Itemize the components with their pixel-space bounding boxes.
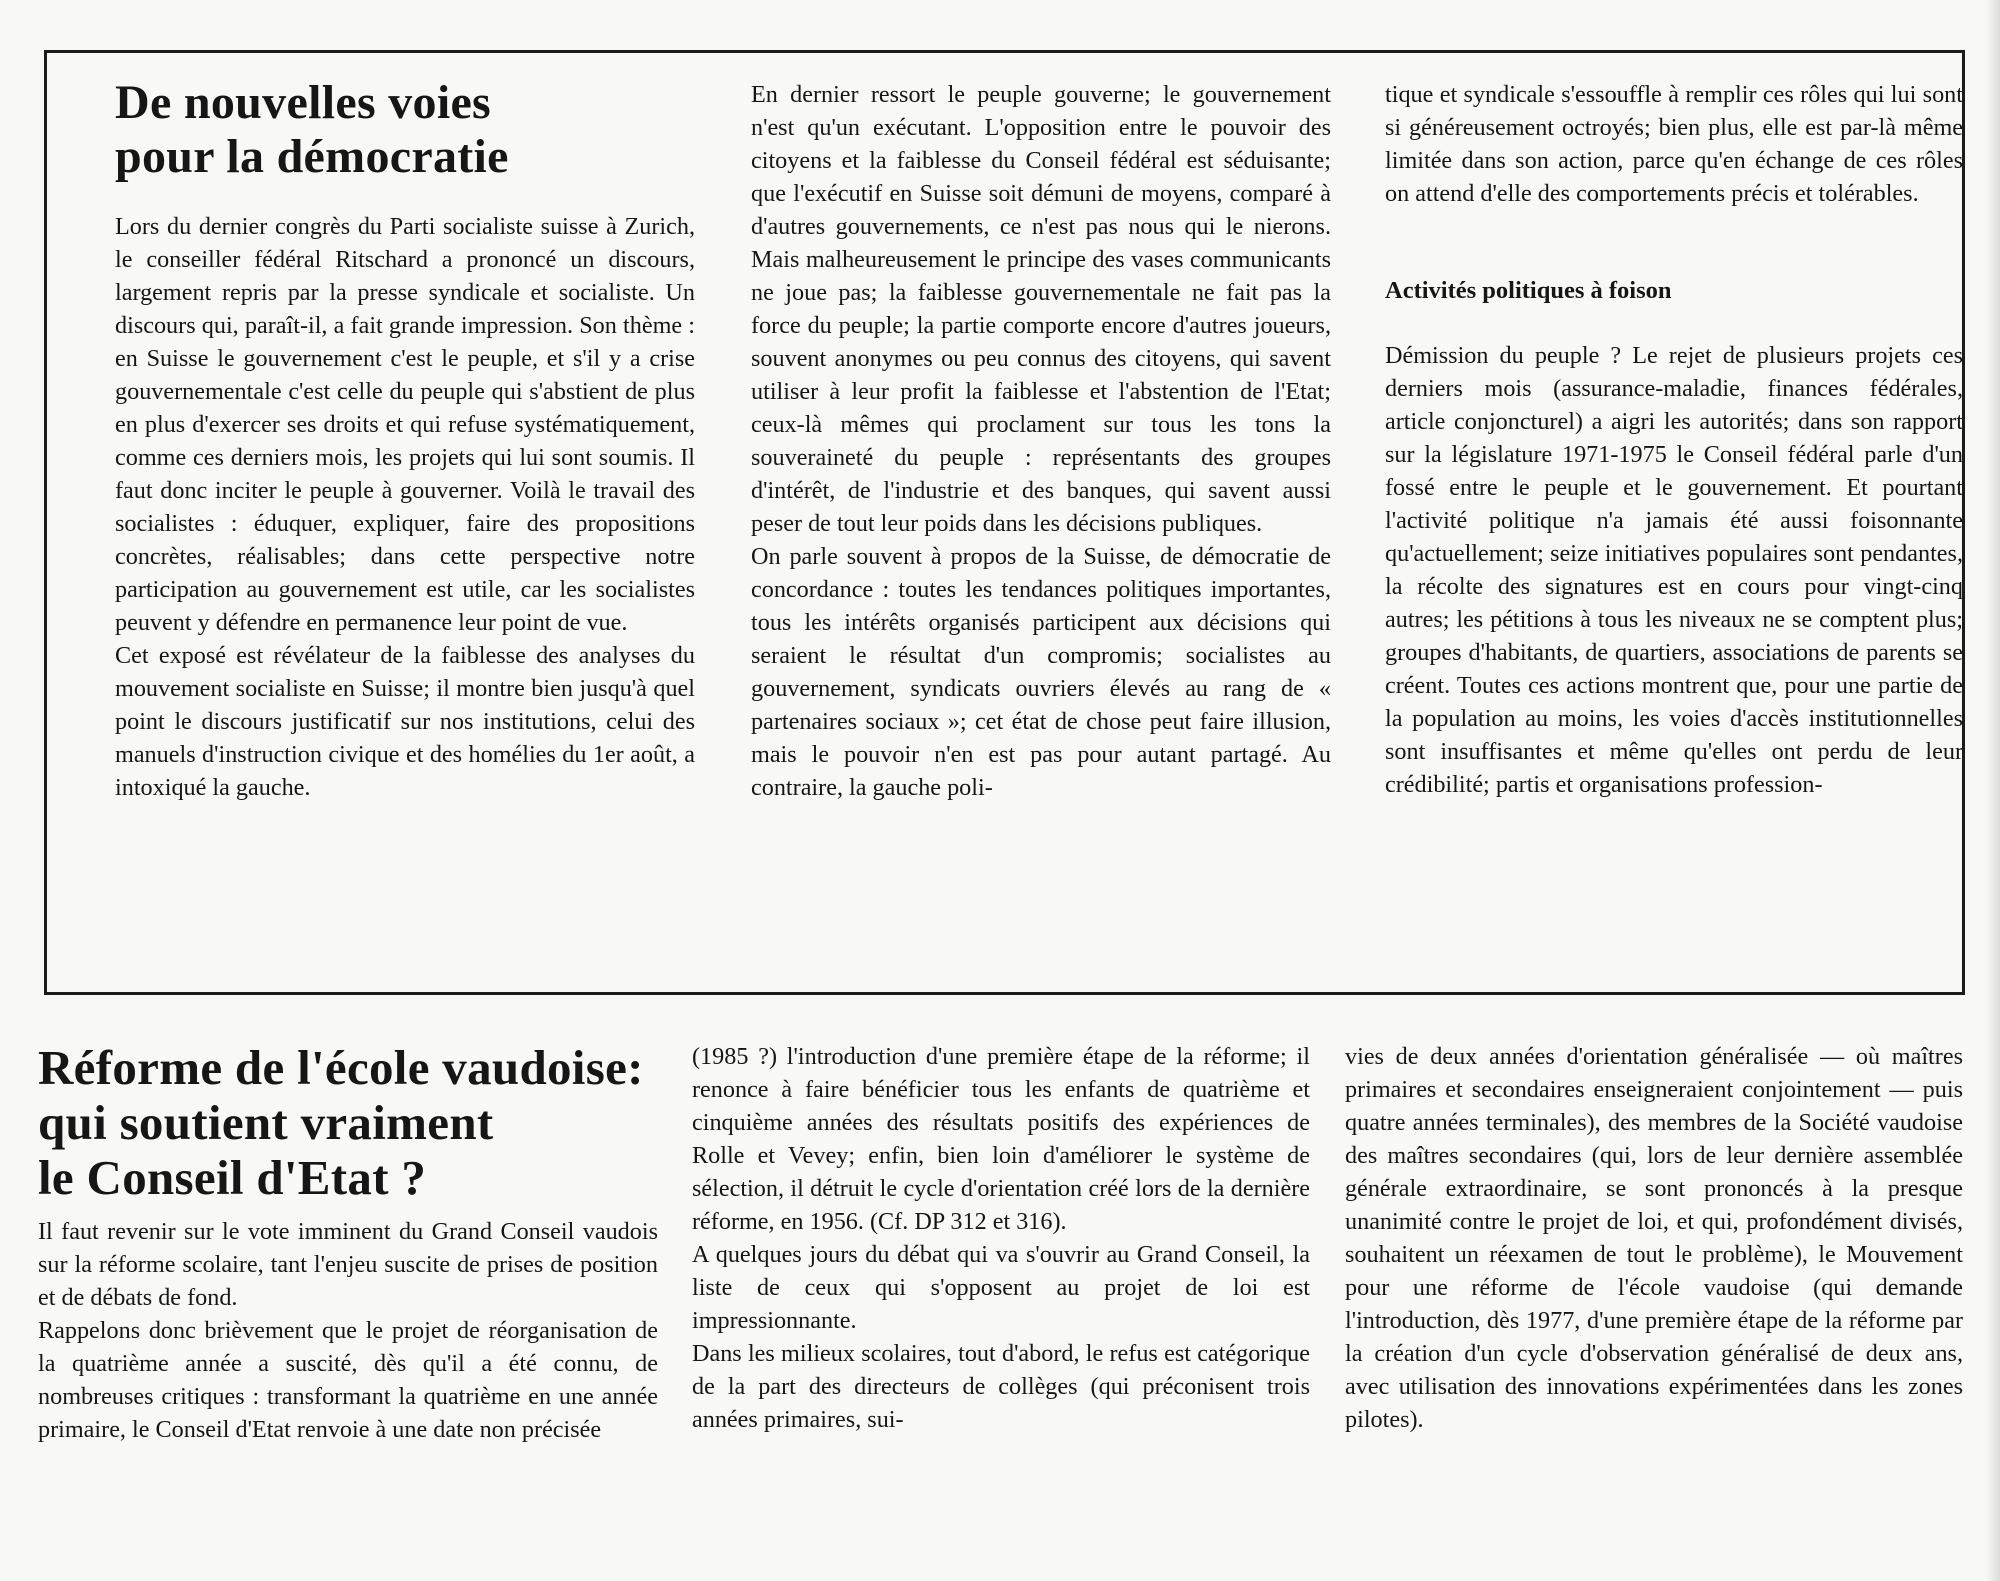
article1-column-1	[115, 76, 695, 804]
article2-paragraph: A quelques jours du débat qui va s'ouvrir au Grand Conseil, la liste de ceux qui s'opposent au projet de loi est impressionnante.	[692, 1241, 1310, 1334]
article1-paragraph: Lors du dernier congrès du Parti socialiste suisse à Zurich, le conseiller fédéral Ritschard a prononcé un discours, largement repris par la presse syndicale et socialiste. Un discours qui, paraît-il, a fait grande impression. Son thème : en Suisse le gouvernement c'est le peuple, et s'il y a crise gouvernementale c'est celle du peuple qui s'abstient de plus en plus d'exercer ses droits et qui refuse systématiquement, comme ces derniers mois, les projets qui lui sont soumis. Il faut donc inciter le peuple à gouverner. Voilà le travail des socialistes : éduquer, expliquer, faire des propositions concrètes, réalisables; dans cette perspective notre participation au gouvernement est utile, car les socialistes peuvent y défendre en permanence leur point de vue.	[115, 213, 695, 636]
article1-paragraph: tique et syndicale s'essouffle à remplir ces rôles qui lui sont si généreusement octroyés; bien plus, elle est par-là même limitée dans son action, parce qu'en échange de ces rôles on attend d'elle des comportements précis et tolérables.	[1385, 81, 1963, 207]
article1-title-line-1: De nouvelles voies	[115, 76, 492, 129]
article1-title	[115, 76, 695, 184]
article2-paragraph: Rappelons donc brièvement que le projet de réorganisation de la quatrième année a suscité, dès qu'il a été connu, de nombreuses critiques : transformant la quatrième en une année primaire, le Conseil d'Etat renvoie à une date non précisée	[38, 1317, 658, 1443]
article2-title-line-3: le Conseil d'Etat ?	[38, 1150, 427, 1205]
article1-column-2	[751, 78, 1331, 804]
article1-column-3	[1385, 78, 1963, 801]
article1-paragraph: Cet exposé est révélateur de la faiblesse des analyses du mouvement socialiste en Suisse; il montre bien jusqu'à quel point le discours justificatif sur nos institutions, celui des manuels d'instruction civique et des homélies du 1er août, a intoxiqué la gauche.	[115, 642, 695, 801]
article2-column-2	[692, 1040, 1310, 1436]
article2-paragraph: Il faut revenir sur le vote imminent du Grand Conseil vaudois sur la réforme scolaire, tant l'enjeu suscite de prises de position et de débats de fond.	[38, 1218, 658, 1311]
article2-title-line-1: Réforme de l'école vaudoise:	[38, 1040, 644, 1095]
page-edge-shadow	[1986, 0, 2000, 1581]
article1-paragraph: On parle souvent à propos de la Suisse, de démocratie de concordance : toutes les tendances politiques importantes, tous les intérêts organisés participent aux décisions qui seraient le résultat d'un compromis; socialistes au gouvernement, syndicats ouvriers élevés au rang de « partenaires sociaux »; cet état de chose peut faire illusion, mais le pouvoir n'en est pas pour autant partagé. Au contraire, la gauche poli-	[751, 543, 1331, 801]
article2-paragraph: Dans les milieux scolaires, tout d'abord, le refus est catégorique de la part des directeurs de collèges (qui préconisent trois années primaires, sui-	[692, 1340, 1310, 1433]
article1-paragraph: En dernier ressort le peuple gouverne; le gouvernement n'est qu'un exécutant. L'opposition entre le pouvoir des citoyens et la faiblesse du Conseil fédéral est séduisante; que l'exécutif en Suisse soit démuni de moyens, comparé à d'autres gouvernements, ce n'est pas nous qui le nierons. Mais malheureusement le principe des vases communicants ne joue pas; la faiblesse gouvernementale ne fait pas la force du peuple; la partie comporte encore d'autres joueurs, souvent anonymes ou peu connus des citoyens, qui savent utiliser à leur profit la faiblesse et l'abstention de l'Etat; ceux-là mêmes qui proclament sur tous les tons la souveraineté du peuple : représentants des groupes d'intérêt, de l'industrie et des banques, qui savent aussi peser de tout leur poids dans les décisions publiques.	[751, 81, 1331, 537]
article2-paragraph: vies de deux années d'orientation généralisée — où maîtres primaires et secondaires enseigneraient conjointement — puis quatre années terminales), des membres de la Société vaudoise des maîtres secondaires (qui, lors de leur dernière assemblée générale extraordinaire, se sont prononcés à la presque unanimité contre le projet de loi, et qui, profondément divisés, souhaitent un réexamen de tout le problème), le Mouvement pour une réforme de l'école vaudoise (qui demande l'introduction, dès 1977, d'une première étape de la réforme par la création d'un cycle d'observation généralisé de deux ans, avec utilisation des innovations expérimentées dans les zones pilotes).	[1345, 1043, 1963, 1433]
article2-column-1	[38, 1040, 658, 1446]
article2-column-3	[1345, 1040, 1963, 1436]
article2-title	[38, 1040, 658, 1205]
article1-title-line-2: pour la démocratie	[115, 130, 509, 183]
article1-paragraph: Démission du peuple ? Le rejet de plusieurs projets ces derniers mois (assurance-maladie, finances fédérales, article conjoncturel) a aigri les autorités; dans son rapport sur la législature 1971-1975 le Conseil fédéral parle d'un fossé entre le peuple et le gouvernement. Et pourtant l'activité politique n'a jamais été aussi foisonnante qu'actuellement; seize initiatives populaires sont pendantes, la récolte des signatures est en cours pour vingt-cinq autres; les pétitions à tous les niveaux ne se comptent plus; groupes d'habitants, de quartiers, associations de parents se créent. Toutes ces actions montrent que, pour une partie de la population au moins, les voies d'accès institutionnelles sont insuffisantes et même qu'elles ont perdu de leur crédibilité; partis et organisations profession-	[1385, 342, 1963, 798]
article1-subhead: Activités politiques à foison	[1385, 277, 1672, 304]
article2-title-line-2: qui soutient vraiment	[38, 1095, 494, 1150]
article2-paragraph: (1985 ?) l'introduction d'une première étape de la réforme; il renonce à faire bénéficier tous les enfants de quatrième et cinquième années des résultats positifs des expériences de Rolle et Vevey; enfin, bien loin d'améliorer le système de sélection, il détruit le cycle d'orientation créé lors de la dernière réforme, en 1956. (Cf. DP 312 et 316).	[692, 1043, 1310, 1235]
